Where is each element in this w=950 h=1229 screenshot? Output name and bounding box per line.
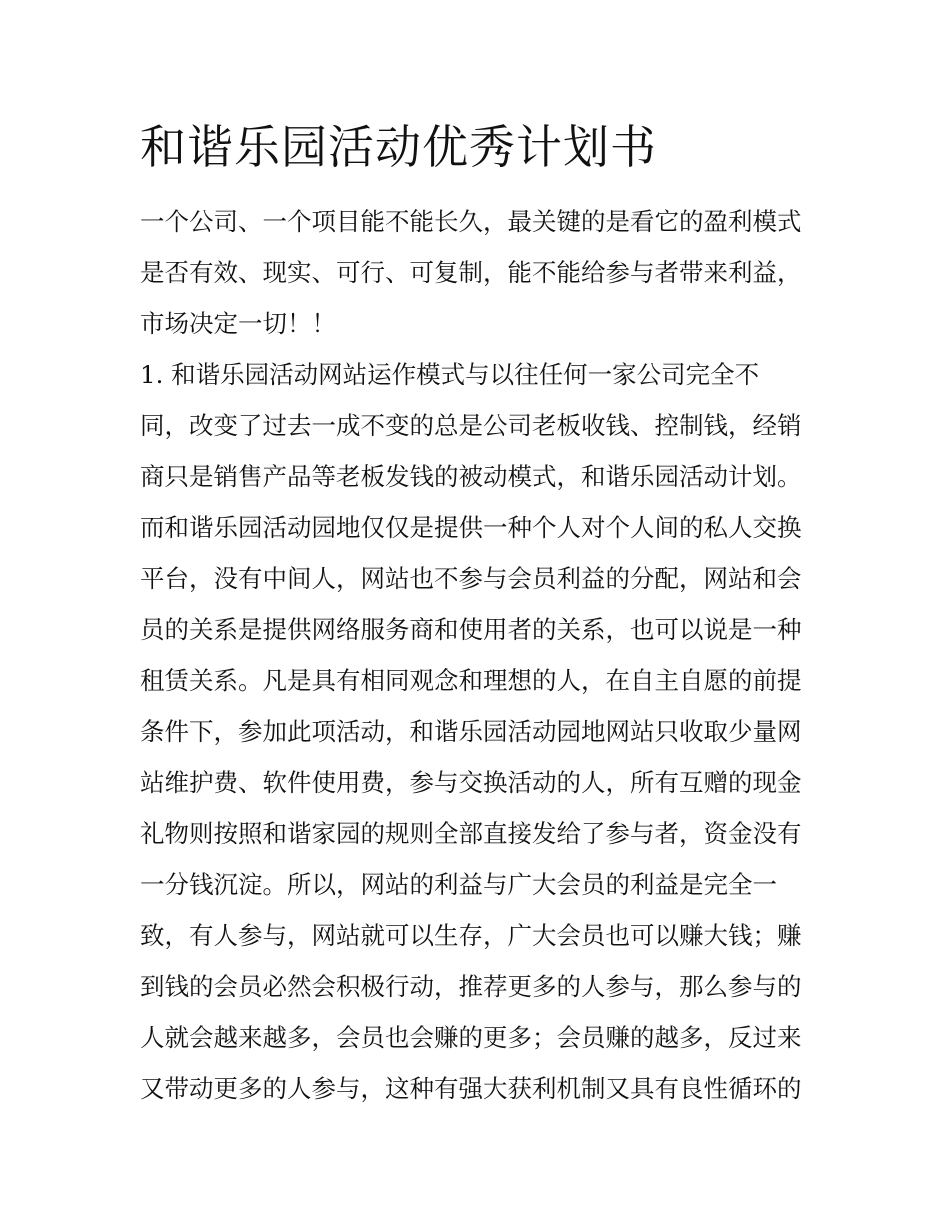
body-line: 而和谐乐园活动园地仅仅是提供一种个人对个人间的私人交换 (140, 513, 802, 542)
body-line: 条件下，参加此项活动，和谐乐园活动园地网站只收取少量网 (140, 717, 802, 746)
body-line: 平台，没有中间人，网站也不参与会员利益的分配，网站和会 (140, 564, 802, 593)
body-line: 员的关系是提供网络服务商和使用者的关系，也可以说是一种 (140, 615, 802, 644)
body-line: 站维护费、软件使用费，参与交换活动的人，所有互赠的现金 (140, 768, 802, 797)
body-line: 商只是销售产品等老板发钱的被动模式，和谐乐园活动计划。 (140, 462, 802, 491)
body-line: 是否有效、现实、可行、可复制，能不能给参与者带来利益， (140, 258, 802, 287)
body-line: 同，改变了过去一成不变的总是公司老板收钱、控制钱，经销 (140, 411, 802, 440)
body-line: 又带动更多的人参与，这种有强大获利机制又具有良性循环的 (140, 1074, 802, 1103)
body-line: 租赁关系。凡是具有相同观念和理想的人，在自主自愿的前提 (140, 666, 802, 695)
body-line: 市场决定一切！！ (140, 309, 336, 338)
body-line: 致，有人参与，网站就可以生存，广大会员也可以赚大钱；赚 (140, 921, 802, 950)
body-line: 一个公司、一个项目能不能长久，最关键的是看它的盈利模式 (140, 207, 802, 236)
body-line: 1. 和谐乐园活动网站运作模式与以往任何一家公司完全不 (140, 360, 760, 389)
body-line: 人就会越来越多，会员也会赚的更多；会员赚的越多，反过来 (140, 1023, 802, 1052)
body-line: 到钱的会员必然会积极行动，推荐更多的人参与，那么参与的 (140, 972, 802, 1001)
document-body (140, 196, 820, 1114)
document-title: 和谐乐园活动优秀计划书 (140, 120, 657, 174)
body-line: 礼物则按照和谐家园的规则全部直接发给了参与者，资金没有 (140, 819, 802, 848)
body-line: 一分钱沉淀。所以，网站的利益与广大会员的利益是完全一 (140, 870, 777, 899)
